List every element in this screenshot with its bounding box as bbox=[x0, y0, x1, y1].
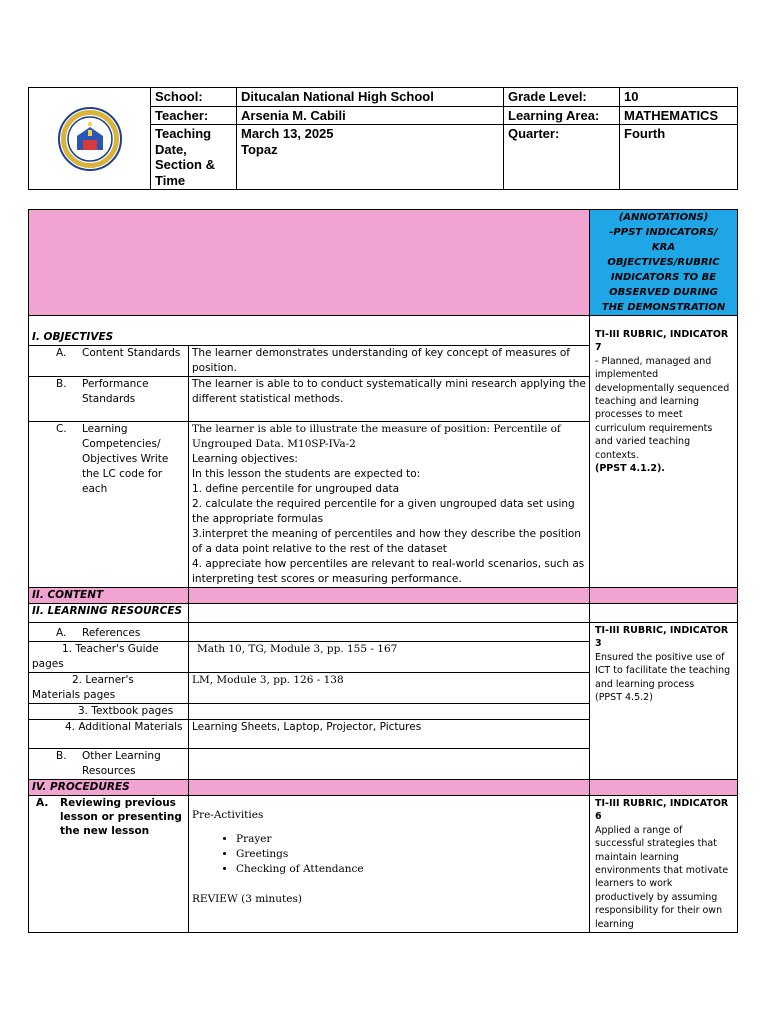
content-annotation bbox=[590, 588, 738, 604]
teaching-date: March 13, 2025 bbox=[241, 126, 334, 141]
additional-materials-text: Learning Sheets, Laptop, Projector, Pictures bbox=[189, 720, 590, 749]
textbook-pages-text bbox=[189, 704, 590, 720]
list-item: • Checking of Attendance bbox=[236, 862, 586, 877]
annotation-body: - Planned, managed and implemented developmentally sequenced teaching and learning processes to meet curriculum requirements and varied teaching contexts. bbox=[595, 355, 730, 461]
other-resources-text bbox=[189, 749, 590, 780]
performance-standards-label: B. Performance Standards bbox=[29, 377, 189, 422]
list-item: • Greetings bbox=[236, 847, 586, 862]
teaching-date-cell bbox=[237, 125, 504, 190]
resources-blank bbox=[590, 604, 738, 623]
teachers-guide-label: 1. Teacher's Guide pages bbox=[29, 642, 189, 673]
annotation-body: Ensured the positive use of ICT to facilitate the teaching and learning process bbox=[595, 651, 731, 690]
review-text: REVIEW (3 minutes) bbox=[192, 893, 302, 905]
procedures-annotation-blank bbox=[590, 780, 738, 796]
reviewing-lesson-label: A. Reviewing previous lesson or presenting the new lesson bbox=[29, 796, 189, 933]
content-title: II. CONTENT bbox=[29, 588, 189, 604]
learning-area-label: Learning Area: bbox=[504, 106, 620, 125]
procedures-body bbox=[189, 780, 590, 796]
learning-competencies-text bbox=[189, 422, 590, 588]
annotation-title: TI-III RUBRIC, INDICATOR 6 bbox=[595, 798, 729, 823]
annotation-title: TI-III RUBRIC, INDICATOR 3 bbox=[595, 625, 729, 650]
section-name: Topaz bbox=[241, 141, 278, 157]
lc-line: 1. define percentile for ungrouped data bbox=[192, 483, 400, 495]
content-standards-text: The learner demonstrates understanding of key concept of measures of position. bbox=[189, 346, 590, 377]
learning-competencies-label: C. Learning Competencies/ Objectives Write the LC code for each bbox=[29, 422, 189, 588]
learning-area-value: MATHEMATICS bbox=[620, 106, 738, 125]
learners-materials-text: LM, Module 3, pp. 126 - 138 bbox=[189, 673, 590, 704]
annotation-code: (PPST 4.5.2) bbox=[595, 692, 653, 704]
deped-seal-icon bbox=[57, 106, 123, 172]
list-item: • Prayer bbox=[236, 832, 586, 847]
lc-line: 3.interpret the meaning of percentiles and how they describe the position of a data point relative to the rest of the dataset bbox=[192, 528, 581, 555]
teachers-guide-text: Math 10, TG, Module 3, pp. 155 - 167 bbox=[189, 642, 590, 673]
grade-level-value: 10 bbox=[620, 88, 738, 107]
resources-body bbox=[189, 604, 590, 623]
content-body bbox=[189, 588, 590, 604]
pre-activities: Pre-Activities bbox=[192, 809, 264, 821]
school-name: Ditucalan National High School bbox=[237, 88, 504, 107]
lc-line: 2. calculate the required percentile for a given ungrouped data set using the appropriate formulas bbox=[192, 498, 575, 525]
references-label: A. References bbox=[29, 623, 189, 642]
pre-activities-list bbox=[192, 832, 586, 877]
grade-level-label: Grade Level: bbox=[504, 88, 620, 107]
objectives-annotation bbox=[590, 316, 738, 588]
other-resources-label: B. Other Learning Resources bbox=[29, 749, 189, 780]
lc-line: 4. appreciate how percentiles are relevant to real-world scenarios, such as interpreting test scores or measuring performance. bbox=[192, 558, 585, 585]
school-label: School: bbox=[151, 88, 237, 107]
annotation-code: (PPST 4.1.2). bbox=[595, 463, 665, 475]
banner-cell bbox=[29, 210, 590, 316]
annotations-header: (ANNOTATIONS) -PPST INDICATORS/ KRA OBJECTIVES/RUBRIC INDICATORS TO BE OBSERVED DURING THE DEMONSTRATION bbox=[590, 210, 738, 316]
procedures-title: IV. PROCEDURES bbox=[29, 780, 189, 796]
annotation-body: Applied a range of successful strategies that maintain learning environments that motivate learners to work productively by assuming responsibility for their own learning bbox=[595, 824, 729, 930]
teaching-date-label: Teaching Date, Section & Time bbox=[151, 125, 237, 190]
procedures-annotation bbox=[590, 796, 738, 933]
teacher-label: Teacher: bbox=[151, 106, 237, 125]
resources-annotation bbox=[590, 623, 738, 780]
additional-materials-label: 4. Additional Materials bbox=[29, 720, 189, 749]
lc-line: In this lesson the students are expected to: bbox=[192, 468, 421, 480]
lc-line: Learning objectives: bbox=[192, 453, 298, 465]
resources-title: II. LEARNING RESOURCES bbox=[29, 604, 189, 623]
references-body bbox=[189, 623, 590, 642]
textbook-pages-label: 3. Textbook pages bbox=[29, 704, 189, 720]
header-table bbox=[28, 87, 738, 190]
lc-line: The learner is able to illustrate the measure of position: Percentile of Ungrouped Data. M10SP-IVa-2 bbox=[192, 423, 561, 450]
quarter-label: Quarter: bbox=[504, 125, 620, 190]
teacher-name: Arsenia M. Cabili bbox=[237, 106, 504, 125]
lesson-plan-table bbox=[28, 209, 738, 933]
performance-standards-text: The learner is able to to conduct systematically mini research applying the different statistical methods. bbox=[189, 377, 590, 422]
reviewing-lesson-body bbox=[189, 796, 590, 933]
objectives-title: I. OBJECTIVES bbox=[29, 316, 590, 346]
learners-materials-label: 2. Learner's Materials pages bbox=[29, 673, 189, 704]
annotation-title: TI-III RUBRIC, INDICATOR 7 bbox=[595, 329, 729, 354]
quarter-value: Fourth bbox=[620, 125, 738, 190]
seal-cell bbox=[29, 88, 151, 190]
content-standards-label: A. Content Standards bbox=[29, 346, 189, 377]
